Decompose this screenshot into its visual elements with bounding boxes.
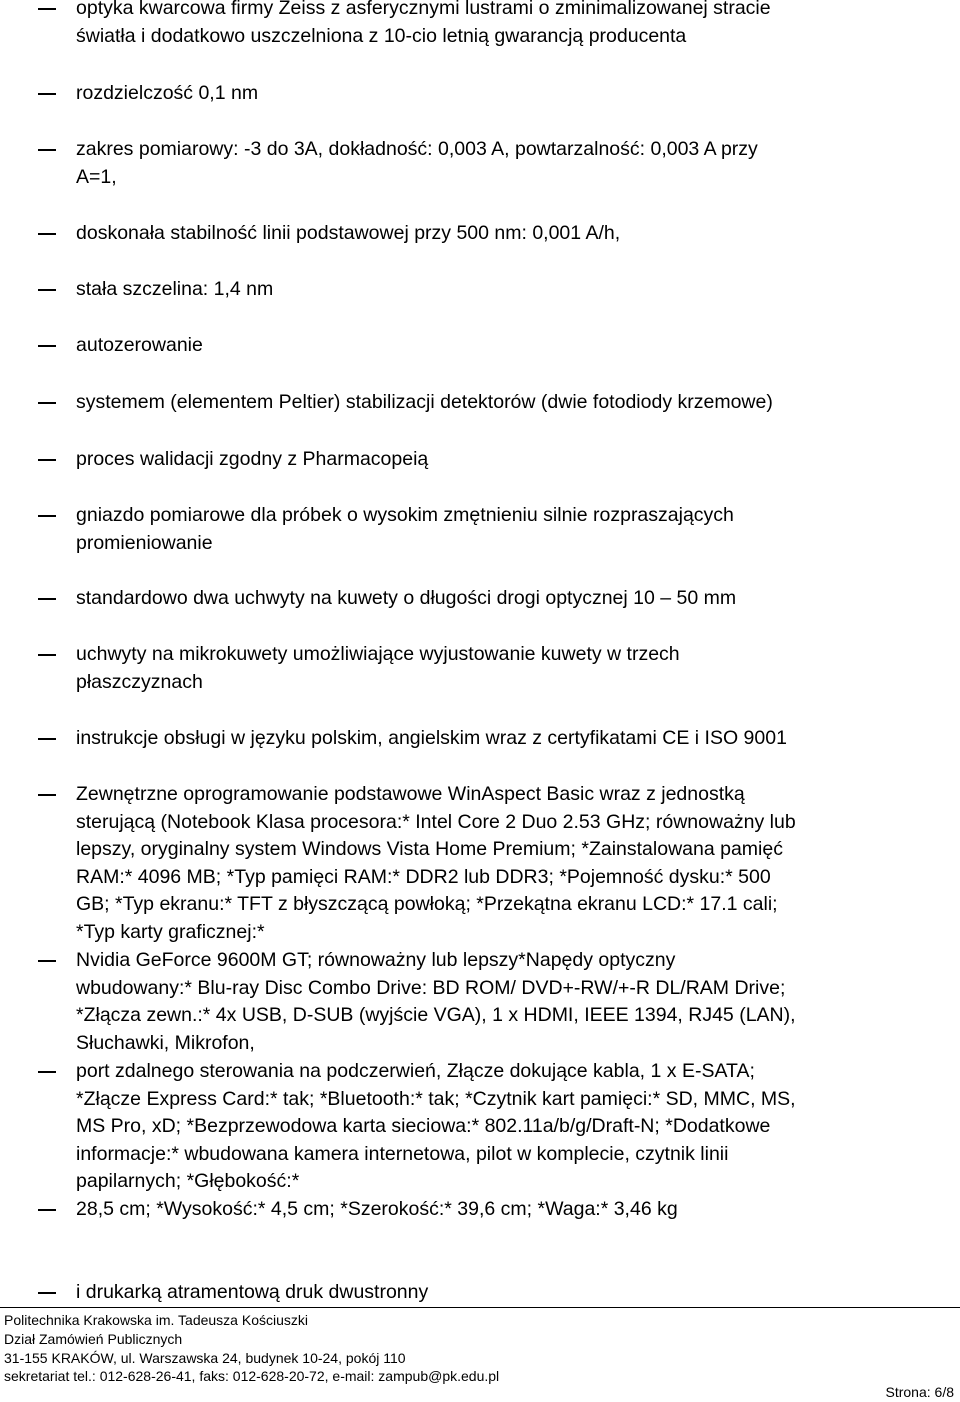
list-item bbox=[76, 220, 956, 248]
dash-bullet-icon bbox=[38, 459, 56, 461]
list-item-line: instrukcje obsługi w języku polskim, angielskim wraz z certyfikatami CE i ISO 9001 bbox=[76, 727, 787, 749]
list-item-line: zakres pomiarowy: -3 do 3A, dokładność: 0,003 A, powtarzalność: 0,003 A przy bbox=[76, 138, 758, 160]
list-item bbox=[76, 0, 956, 50]
dash-bullet-icon bbox=[38, 149, 56, 151]
list-item-line: stała szczelina: 1,4 nm bbox=[76, 278, 274, 300]
list-item bbox=[76, 136, 956, 191]
list-item bbox=[76, 80, 956, 108]
list-item bbox=[76, 781, 956, 946]
list-item-line: papilarnych; *Głębokość:* bbox=[76, 1170, 300, 1192]
list-item bbox=[76, 1196, 956, 1224]
list-item bbox=[76, 389, 956, 417]
dash-bullet-icon bbox=[38, 289, 56, 291]
list-item-line: *Typ karty graficznej:* bbox=[76, 920, 265, 943]
footer-divider bbox=[0, 1307, 960, 1308]
list-item-line: GB; *Typ ekranu:* TFT z błyszczącą powłoką; *Przekątna ekranu LCD:* 17.1 cali; bbox=[76, 893, 778, 915]
list-item-line: standardowo dwa uchwyty na kuwety o długości drogi optycznej 10 – 50 mm bbox=[76, 587, 737, 609]
list-item-line: autozerowanie bbox=[76, 334, 203, 356]
list-item-line: proces walidacji zgodny z Pharmacopeią bbox=[76, 448, 429, 470]
list-item bbox=[76, 276, 956, 304]
list-item-line: *Złącze Express Card:* tak; *Bluetooth:* tak; *Czytnik kart pamięci:* SD, MMC, MS, bbox=[76, 1087, 796, 1110]
list-item bbox=[76, 332, 956, 360]
dash-bullet-icon bbox=[38, 794, 56, 796]
list-item-line: sterującą (Notebook Klasa procesora:* Intel Core 2 Duo 2.53 GHz; równoważny lub bbox=[76, 810, 796, 833]
dash-bullet-icon bbox=[38, 402, 56, 404]
list-item-line: systemem (elementem Peltier) stabilizacji detektorów (dwie fotodiody krzemowe) bbox=[76, 391, 773, 413]
list-item-line: doskonała stabilność linii podstawowej przy 500 nm: 0,001 A/h, bbox=[76, 222, 621, 244]
footer-institution: Politechnika Krakowska im. Tadeusza Kościuszki bbox=[4, 1312, 308, 1328]
dash-bullet-icon bbox=[38, 1209, 56, 1211]
list-item bbox=[76, 1279, 956, 1307]
list-item-line: i drukarką atramentową druk dwustronny bbox=[76, 1281, 429, 1303]
footer-contact: sekretariat tel.: 012-628-26-41, faks: 012-628-20-72, e-mail: zampub@pk.edu.pl bbox=[4, 1368, 500, 1384]
dash-bullet-icon bbox=[38, 960, 56, 962]
dash-bullet-icon bbox=[38, 93, 56, 95]
list-item-line: A=1, bbox=[76, 165, 117, 188]
list-item-line: informacje:* wbudowana kamera internetowa, pilot w komplecie, czytnik linii bbox=[76, 1142, 729, 1165]
list-item bbox=[76, 502, 956, 557]
dash-bullet-icon bbox=[38, 738, 56, 740]
dash-bullet-icon bbox=[38, 1071, 56, 1073]
list-item-line: płaszczyznach bbox=[76, 670, 203, 693]
footer-department: Dział Zamówień Publicznych bbox=[4, 1331, 183, 1347]
list-item-line: 28,5 cm; *Wysokość:* 4,5 cm; *Szerokość:* 39,6 cm; *Waga:* 3,46 kg bbox=[76, 1198, 678, 1220]
dash-bullet-icon bbox=[38, 598, 56, 600]
footer-address: 31-155 KRAKÓW, ul. Warszawska 24, budynek 10-24, pokój 110 bbox=[4, 1350, 406, 1366]
dash-bullet-icon bbox=[38, 8, 56, 10]
list-item bbox=[76, 1058, 956, 1196]
list-item-line: Nvidia GeForce 9600M GT; równoważny lub lepszy*Napędy optyczny bbox=[76, 949, 676, 971]
page-number: Strona: 6/8 bbox=[885, 1384, 954, 1400]
list-item-line: MS Pro, xD; *Bezprzewodowa karta sieciowa:* 802.11a/b/g/Draft-N; *Dodatkowe bbox=[76, 1115, 771, 1137]
list-item-line: optyka kwarcowa firmy Zeiss z asferycznymi lustrami o zminimalizowanej stracie bbox=[76, 0, 771, 19]
dash-bullet-icon bbox=[38, 1292, 56, 1294]
list-item-line: port zdalnego sterowania na podczerwień, Złącze dokujące kabla, 1 x E-SATA; bbox=[76, 1060, 755, 1082]
list-item-line: gniazdo pomiarowe dla próbek o wysokim zmętnieniu silnie rozpraszających bbox=[76, 504, 734, 526]
list-item-line: RAM:* 4096 MB; *Typ pamięci RAM:* DDR2 lub DDR3; *Pojemność dysku:* 500 bbox=[76, 865, 771, 888]
list-item-line: światła i dodatkowo uszczelniona z 10-cio letnią gwarancją producenta bbox=[76, 24, 687, 47]
list-item-line: *Złącza zewn.:* 4x USB, D-SUB (wyjście VGA), 1 x HDMI, IEEE 1394, RJ45 (LAN), bbox=[76, 1004, 796, 1026]
dash-bullet-icon bbox=[38, 233, 56, 235]
list-item bbox=[76, 446, 956, 474]
dash-bullet-icon bbox=[38, 515, 56, 517]
list-item bbox=[76, 725, 956, 753]
list-item-line: uchwyty na mikrokuwety umożliwiające wyjustowanie kuwety w trzech bbox=[76, 643, 680, 665]
list-item bbox=[76, 641, 956, 696]
list-item bbox=[76, 947, 956, 1057]
list-item-line: rozdzielczość 0,1 nm bbox=[76, 82, 259, 104]
list-item-line: Zewnętrzne oprogramowanie podstawowe WinAspect Basic wraz z jednostką bbox=[76, 783, 745, 805]
list-item-line: lepszy, oryginalny system Windows Vista Home Premium; *Zainstalowana pamięć bbox=[76, 838, 783, 860]
list-item-line: promieniowanie bbox=[76, 531, 213, 554]
list-item-line: Słuchawki, Mikrofon, bbox=[76, 1031, 255, 1054]
list-item-line: wbudowany:* Blu-ray Disc Combo Drive: BD ROM/ DVD+-RW/+-R DL/RAM Drive; bbox=[76, 976, 786, 999]
dash-bullet-icon bbox=[38, 654, 56, 656]
list-item bbox=[76, 585, 956, 613]
dash-bullet-icon bbox=[38, 345, 56, 347]
